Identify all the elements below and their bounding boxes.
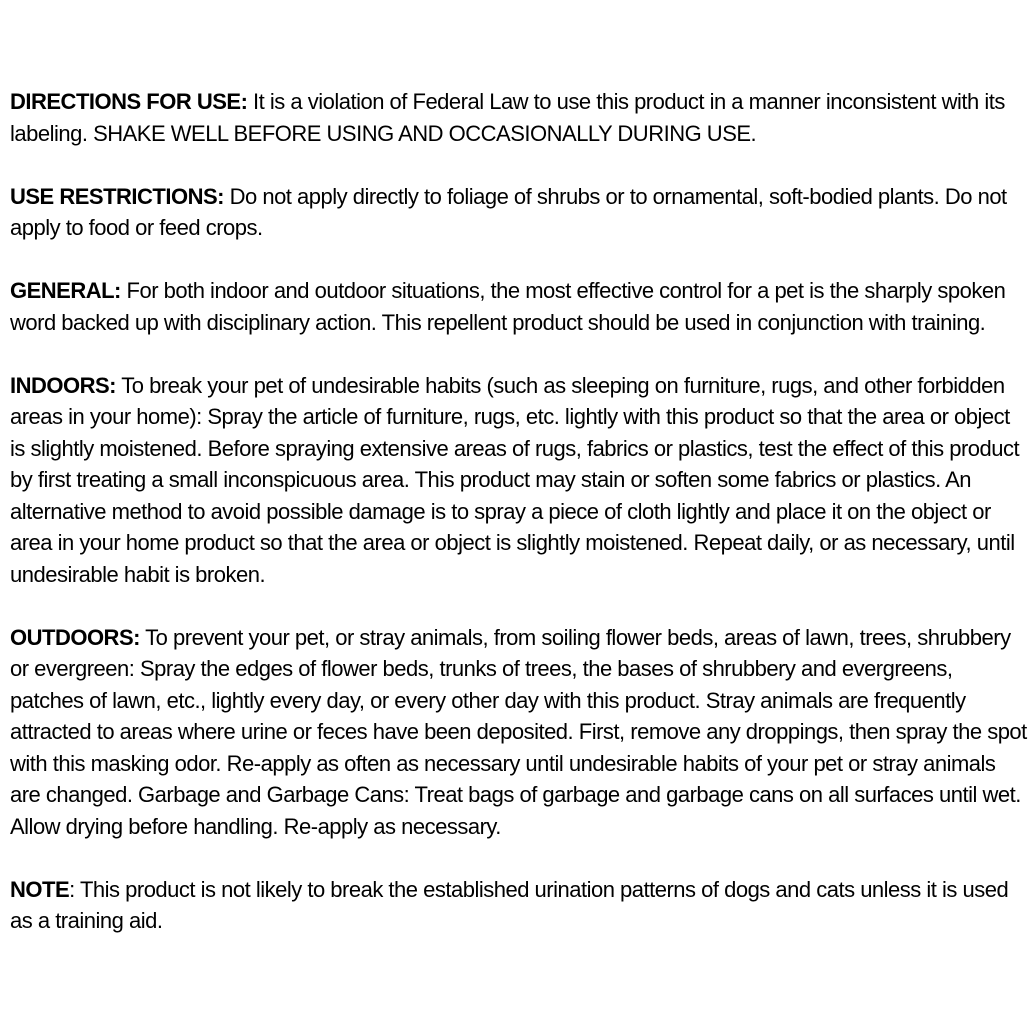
indoors-body: To break your pet of undesirable habits (such as sleeping on furniture, rugs, and other forbidden areas in your home): Spray the article of furniture, rugs, etc. lightly with this product so that the area or object is slightly moistened. Before spraying extensive areas of rugs, fabrics or plastics, test the effect of this product by first treating a small inconspicuous area. This product may stain or soften some fabrics or plastics. An alternative method to avoid possible damage is to spray a piece of cloth lightly and place it on the object or area in your home product so that the area or object is slightly moistened. Repeat daily, or as necessary, until undesirable habit is broken. bbox=[10, 372, 1020, 587]
outdoors-heading: OUTDOORS: bbox=[10, 624, 140, 650]
note-body: This product is not likely to break the established urination patterns of dogs and cats unless it is used as a training aid. bbox=[10, 876, 1009, 933]
use-restrictions-heading: USE RESTRICTIONS: bbox=[10, 183, 224, 209]
note-heading: NOTE bbox=[10, 876, 70, 902]
section-use-restrictions bbox=[10, 181, 1029, 244]
section-directions-for-use bbox=[10, 86, 1029, 149]
general-body: For both indoor and outdoor situations, the most effective control for a pet is the sharply spoken word backed up with disciplinary action. This repellent product should be used in conjunction with training. bbox=[10, 278, 1006, 335]
section-note bbox=[10, 874, 1029, 937]
note-heading-colon: : bbox=[69, 876, 80, 902]
section-outdoors bbox=[10, 622, 1029, 843]
outdoors-body: To prevent your pet, or stray animals, from soiling flower beds, areas of lawn, trees, shrubbery or evergreen: Spray the edges of flower beds, trunks of trees, the bases of shrubbery and evergreens, patches of lawn, etc., lightly every day, or every other day with this product. Stray animals are frequently attracted to areas where urine or feces have been deposited. First, remove any droppings, then spray the spot with this masking odor. Re-apply as often as necessary until undesirable habits of your pet or stray animals are changed. Garbage and Garbage Cans: Treat bags of garbage and garbage cans on all surfaces until wet. Allow drying before handling. Re-apply as necessary. bbox=[10, 624, 1027, 839]
section-general bbox=[10, 275, 1029, 338]
general-heading: GENERAL: bbox=[10, 278, 121, 303]
directions-for-use-heading: DIRECTIONS FOR USE: bbox=[10, 89, 248, 114]
directions-for-use-body: It is a violation of Federal Law to use this product in a manner inconsistent with its labeling. SHAKE WELL BEFORE USING AND OCCASIONALLY DURING USE. bbox=[10, 89, 1005, 146]
indoors-heading: INDOORS: bbox=[10, 372, 116, 398]
use-restrictions-body: Do not apply directly to foliage of shrubs or to ornamental, soft-bodied plants. Do not apply to food or feed crops. bbox=[10, 183, 1007, 240]
section-indoors bbox=[10, 370, 1029, 591]
